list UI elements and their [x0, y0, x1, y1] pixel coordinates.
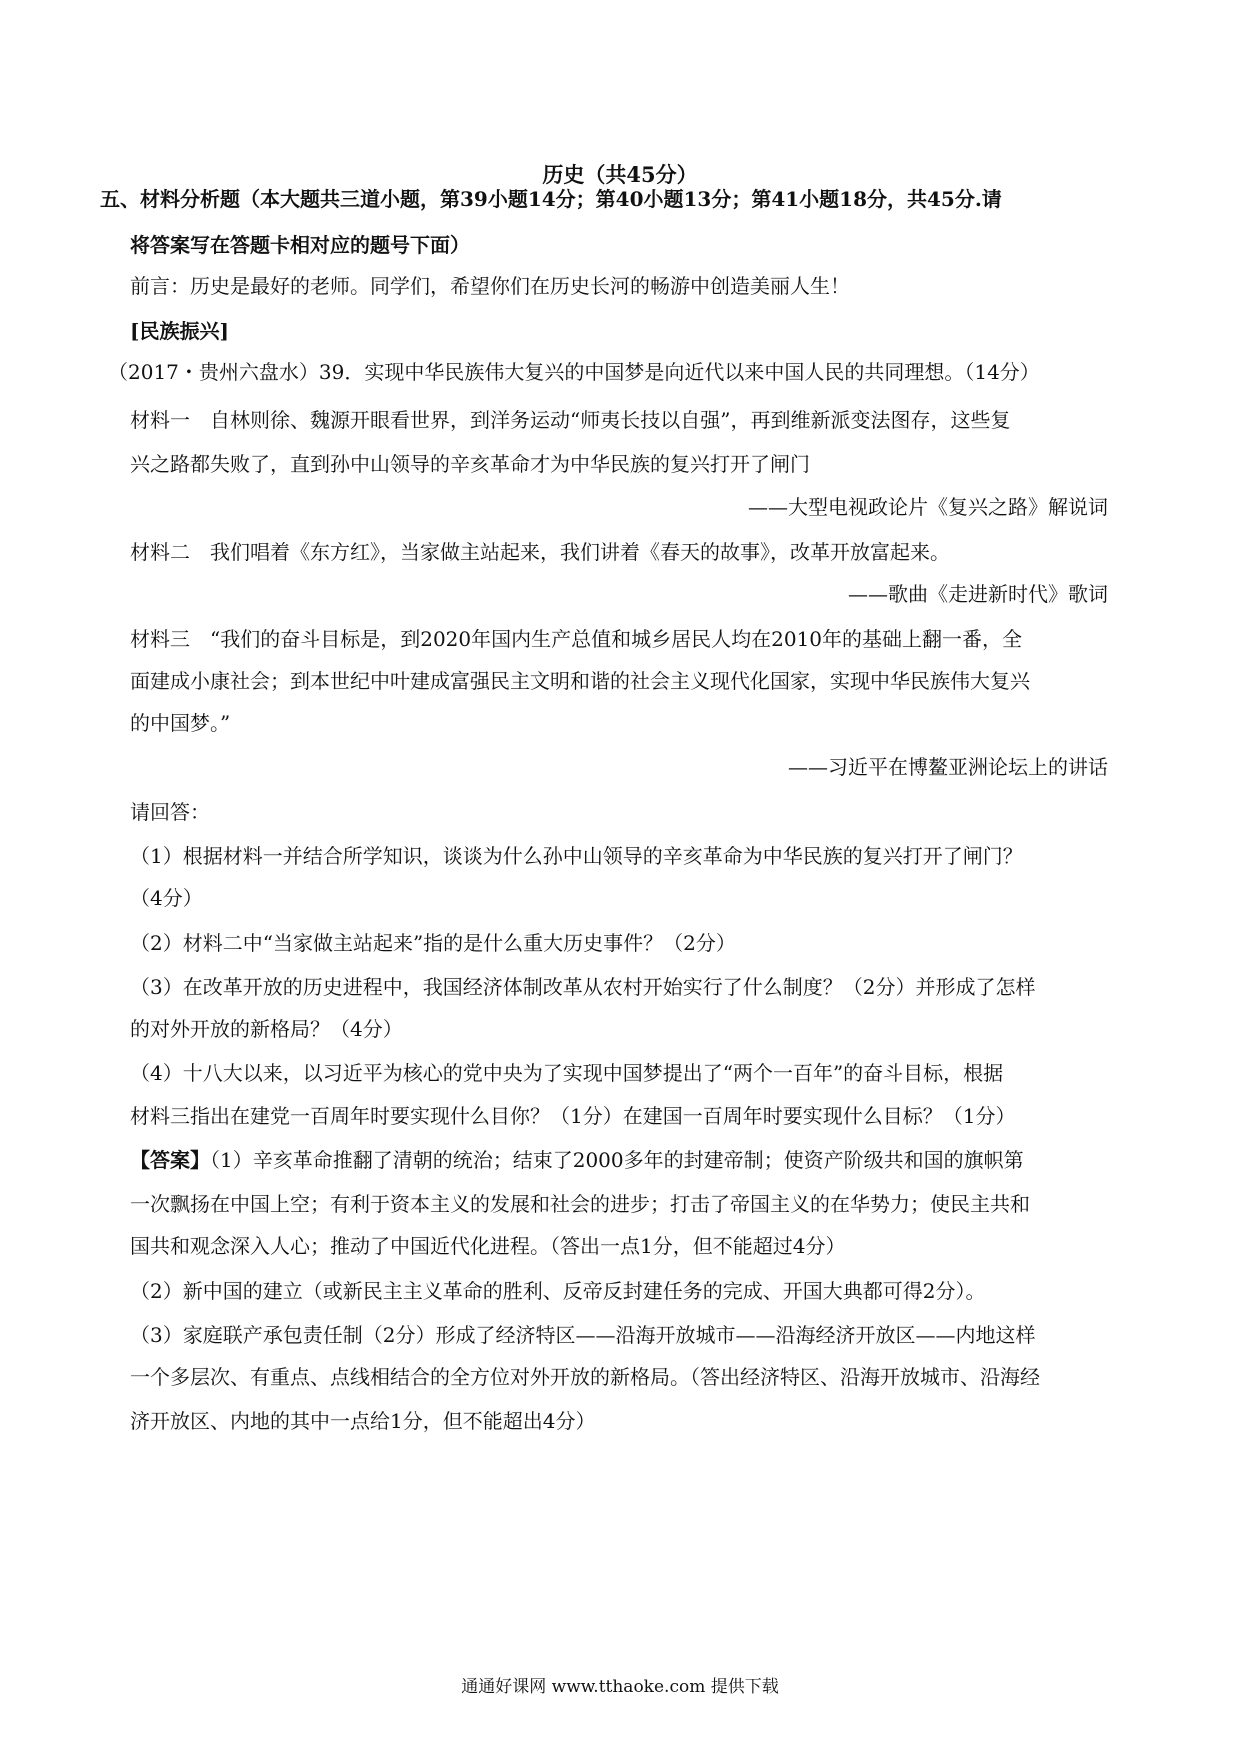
answer-a1-line3: 国共和观念深入人心；推动了中国近代化进程。（答出一点1分，但不能超过4分） [130, 1234, 846, 1258]
answer-a1-line2: 一次飘扬在中国上空；有利于资本主义的发展和社会的进步；打击了帝国主义的在华势力；使民主共和 [130, 1192, 1030, 1216]
q1-line1: （1）根据材料一并结合所学知识，谈谈为什么孙中山领导的辛亥革命为中华民族的复兴打开了闸门？ [130, 844, 1023, 868]
material-two-line1: 材料二 我们唱着《东方红》，当家做主站起来，我们讲着《春天的故事》，改革开放富起来。 [130, 540, 950, 564]
answer-a1-text: （1）辛亥革命推翻了清朝的统治；结束了2000多年的封建帝制；使资产阶级共和国的旗帜第 [210, 1148, 1024, 1172]
answer-a2: （2）新中国的建立（或新民主主义革命的胜利、反帝反封建任务的完成、开国大典都可得2分）。 [130, 1279, 986, 1303]
section-heading-line1: 五、材料分析题（本大题共三道小题，第39小题14分；第40小题13分；第41小题18分，共45分.请 [100, 187, 1002, 211]
q4-line1: （4）十八大以来，以习近平为核心的党中央为了实现中国梦提出了“两个一百年”的奋斗目标，根据 [130, 1061, 1004, 1085]
answer-label: 【答案】 [130, 1148, 210, 1172]
answer-a3-line2: 一个多层次、有重点、点线相结合的全方位对外开放的新格局。（答出经济特区、沿海开放城市、沿海经 [130, 1365, 1040, 1389]
q2: （2）材料二中“当家做主站起来”指的是什么重大历史事件？（2分） [130, 931, 736, 955]
q1-line2: （4分） [130, 886, 203, 910]
material-three-source: ——习近平在博鳌亚洲论坛上的讲话 [788, 755, 1108, 779]
section-heading-line2: 将答案写在答题卡相对应的题号下面） [130, 233, 470, 257]
topic-label: [民族振兴] [130, 319, 229, 343]
page-title: 历史（共45分） [542, 162, 698, 187]
answer-a1-line1 [130, 1145, 1024, 1175]
question-39: （2017・贵州六盘水）39．实现中华民族伟大复兴的中国梦是向近代以来中国人民的共同理想。（14分） [108, 360, 1040, 384]
page-footer: 通通好课网 www.tthaoke.com 提供下载 [461, 1677, 779, 1697]
material-one-line1: 材料一 自林则徐、魏源开眼看世界，到洋务运动“师夷长技以自强”，再到维新派变法图存，这些复 [130, 408, 1011, 432]
preface: 前言：历史是最好的老师。同学们，希望你们在历史长河的畅游中创造美丽人生！ [130, 274, 850, 298]
material-three-line2: 面建成小康社会；到本世纪中叶建成富强民主文明和谐的社会主义现代化国家，实现中华民族伟大复兴 [130, 669, 1030, 693]
answer-prompt: 请回答： [130, 800, 210, 824]
q3-line1: （3）在改革开放的历史进程中，我国经济体制改革从农村开始实行了什么制度？（2分）并形成了怎样 [130, 975, 1036, 999]
q4-line2: 材料三指出在建党一百周年时要实现什么目你？（1分）在建国一百周年时要实现什么目标？（1分） [130, 1104, 1016, 1128]
q3-line2: 的对外开放的新格局？（4分） [130, 1017, 403, 1041]
material-three-line1: 材料三 “我们的奋斗目标是，到2020年国内生产总值和城乡居民人均在2010年的基础上翻一番，全 [130, 627, 1023, 651]
answer-a3-line1: （3）家庭联产承包责任制（2分）形成了经济特区——沿海开放城市——沿海经济开放区——内地这样 [130, 1323, 1036, 1347]
material-two-source: ——歌曲《走进新时代》歌词 [848, 582, 1108, 606]
material-one-source: ——大型电视政论片《复兴之路》解说词 [748, 495, 1108, 519]
answer-a3-line3: 济开放区、内地的其中一点给1分，但不能超出4分） [130, 1409, 596, 1433]
material-three-line3: 的中国梦。” [130, 711, 231, 735]
material-one-line2: 兴之路都失败了，直到孙中山领导的辛亥革命才为中华民族的复兴打开了闸门 [130, 452, 810, 476]
